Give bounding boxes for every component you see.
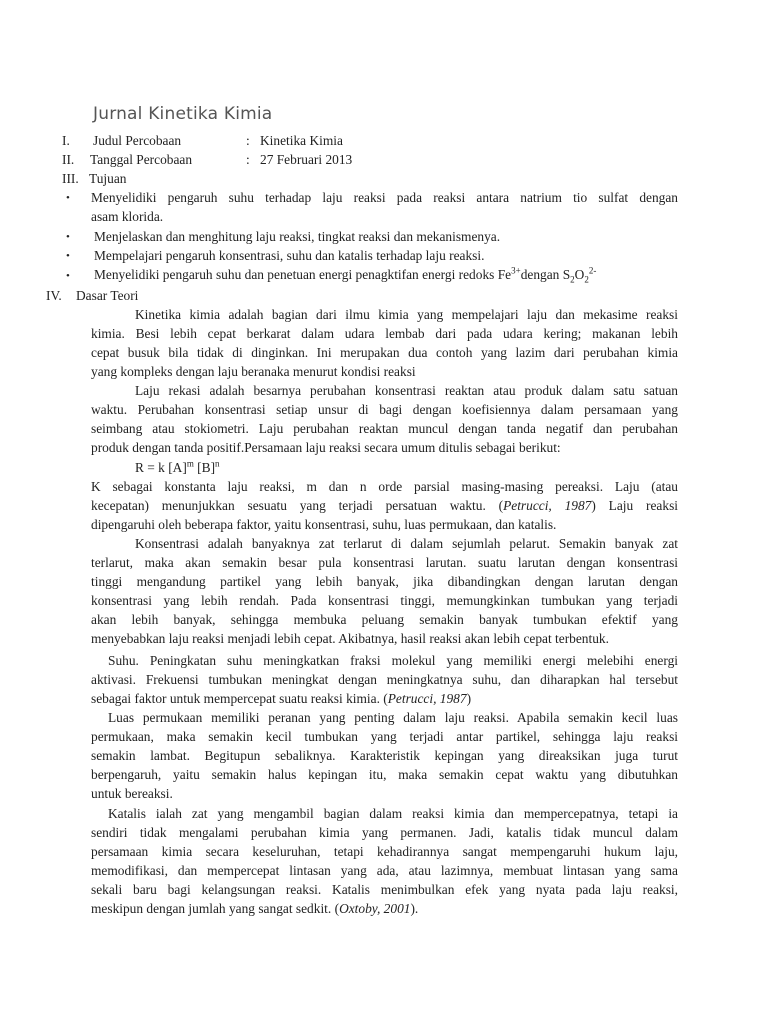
rate-equation: R = k $[A]^m$ $[B]^n$ [135, 458, 220, 475]
paragraph: Luas permukaan memiliki peranan yang penting dalam laju reaksi. Apabila semakin kecil luas permukaan, maka semakin kecil tumbukan yang terjadi antar partikel, sehingga laju reaksi semakin lambat. Begitupun sebaliknya. Karakteristik kepingan yang direaksikan juga turut berpengaruh, yaitu semakin halus kepingan itu, maka semakin cepat waktu yang dibutuhkan untuk bereaksi. [91, 710, 678, 801]
item-value: 27 Februari 2013 [260, 152, 353, 167]
document-title: Jurnal Kinetika Kimia [93, 104, 273, 124]
item-value: Kinetika Kimia [260, 133, 343, 148]
bullet-icon: • [66, 250, 70, 262]
item-label: Tujuan [89, 171, 127, 186]
goal-text: Menyelidiki pengaruh suhu terhadap laju reaksi pada reaksi antara natrium tio sulfat dengan [91, 190, 678, 205]
item-separator: : [246, 133, 250, 148]
paragraph: K sebagai konstanta laju reaksi, m dan n orde parsial masing-masing pereaksi. Laju (atau kecepatan) menunjukkan sesuatu yang terjadi persatuan waktu. (Petrucci, 1987) Laju reaksi dipengaruhi oleh beberapa faktor, yaitu konsentrasi, suhu, luas permukaan, dan katalis. [91, 479, 678, 532]
item-number: I. [62, 133, 70, 148]
paragraph: Suhu. Peningkatan suhu meningkatkan fraksi molekul yang memiliki energi melebihi energi aktivasi. Frekuensi tumbukan meningkat dengan meningkatnya suhu, dan diharapkan hal tersebut sebagai faktor untuk mempercepat suatu reaksi kimia. (Petrucci, 1987) [91, 653, 678, 706]
section-heading: Dasar Teori [76, 288, 139, 303]
paragraph: Laju rekasi adalah besarnya perubahan konsentrasi reaktan atau produk dalam satu satuan waktu. Perubahan konsentrasi setiap unsur di bagi dengan koefisiennya dalam persamaan yang seimbang atau stokiometri. Laju perubahan reaktan muncul dengan tanda negatif dan perubahan produk dengan tanda positif.Persamaan laju reaksi secara umum ditulis sebagai berikut: [91, 383, 678, 455]
item-separator: : [246, 152, 250, 167]
bullet-icon: • [66, 192, 70, 204]
bullet-icon: • [66, 231, 70, 243]
list-item: Menyelidiki pengaruh suhu dan penetuan energi penagktifan energi redoks $Fe^{3+}dengan$ $S_2O_2^{2-}$ [94, 265, 597, 285]
paragraph: Katalis ialah zat yang mengambil bagian dalam reaksi kimia dan mempercepatnya, tetapi ia sendiri tidak mengalami perubahan kimia yang permanen. Jadi, katalis tidak muncul dalam persamaan kimia secara keseluruhan, tetapi kehadirannya sangat mempengaruhi hukum laju, memodifikasi, dan mempercepat lintasan yang ada, atau lazimnya, membuat lintasan yang sama sekali baru bagi kelangsungan reaksi. Katalis menimbulkan efek yang nyata pada laju reaksi, meskipun dengan jumlah yang sangat sedkit. (Oxtoby, 2001). [91, 806, 678, 916]
citation: Oxtoby, 2001 [339, 901, 411, 916]
citation: Petrucci, 1987 [387, 691, 467, 706]
list-item: Menjelaskan dan menghitung laju reaksi, tingkat reaksi dan mekanismenya. [94, 229, 501, 244]
item-number: II. [62, 152, 75, 167]
item-label: Tanggal Percobaan [90, 152, 193, 167]
citation: Petrucci, 1987 [503, 498, 592, 513]
bullet-icon: • [66, 270, 70, 282]
paragraph: Kinetika kimia adalah bagian dari ilmu kimia yang mempelajari laju dan mekasime reaksi kimia. Besi lebih cepat berkarat dalam udara lembab dari pada udara kering; makanan lebih cepat busuk bila tidak di dinginkan. Ini merupakan dua contoh yang lazim dari perubahan kimia yang kompleks dengan laju beranaka menurut kondisi reaksi [91, 307, 678, 379]
list-item [91, 188, 678, 207]
item-label: Judul Percobaan [93, 133, 182, 148]
list-item: Mempelajari pengaruh konsentrasi, suhu dan katalis terhadap laju reaksi. [94, 248, 485, 263]
section-number: IV. [46, 288, 62, 303]
item-number: III. [62, 171, 79, 186]
goal-text-continued: asam klorida. [91, 209, 164, 224]
paragraph: Konsentrasi adalah banyaknya zat terlarut di dalam sejumlah pelarut. Semakin banyak zat terlarut, maka akan semakin besar pula konsentrasi larutan. suatu larutan dengan konsentrasi tinggi mengandung partikel yang lebih banyak, jika dibandingkan dengan larutan dengan konsentrasi yang lebih rendah. Pada konsentrasi tinggi, memungkinkan tumbukan yang terjadi akan lebih banyak, sehingga membuka peluang semakin banyak tumbukan efektif yang menyebabkan laju reaksi menjadi lebih cepat. Akibatnya, hasil reaksi akan lebih cepat terbentuk. [91, 536, 678, 646]
